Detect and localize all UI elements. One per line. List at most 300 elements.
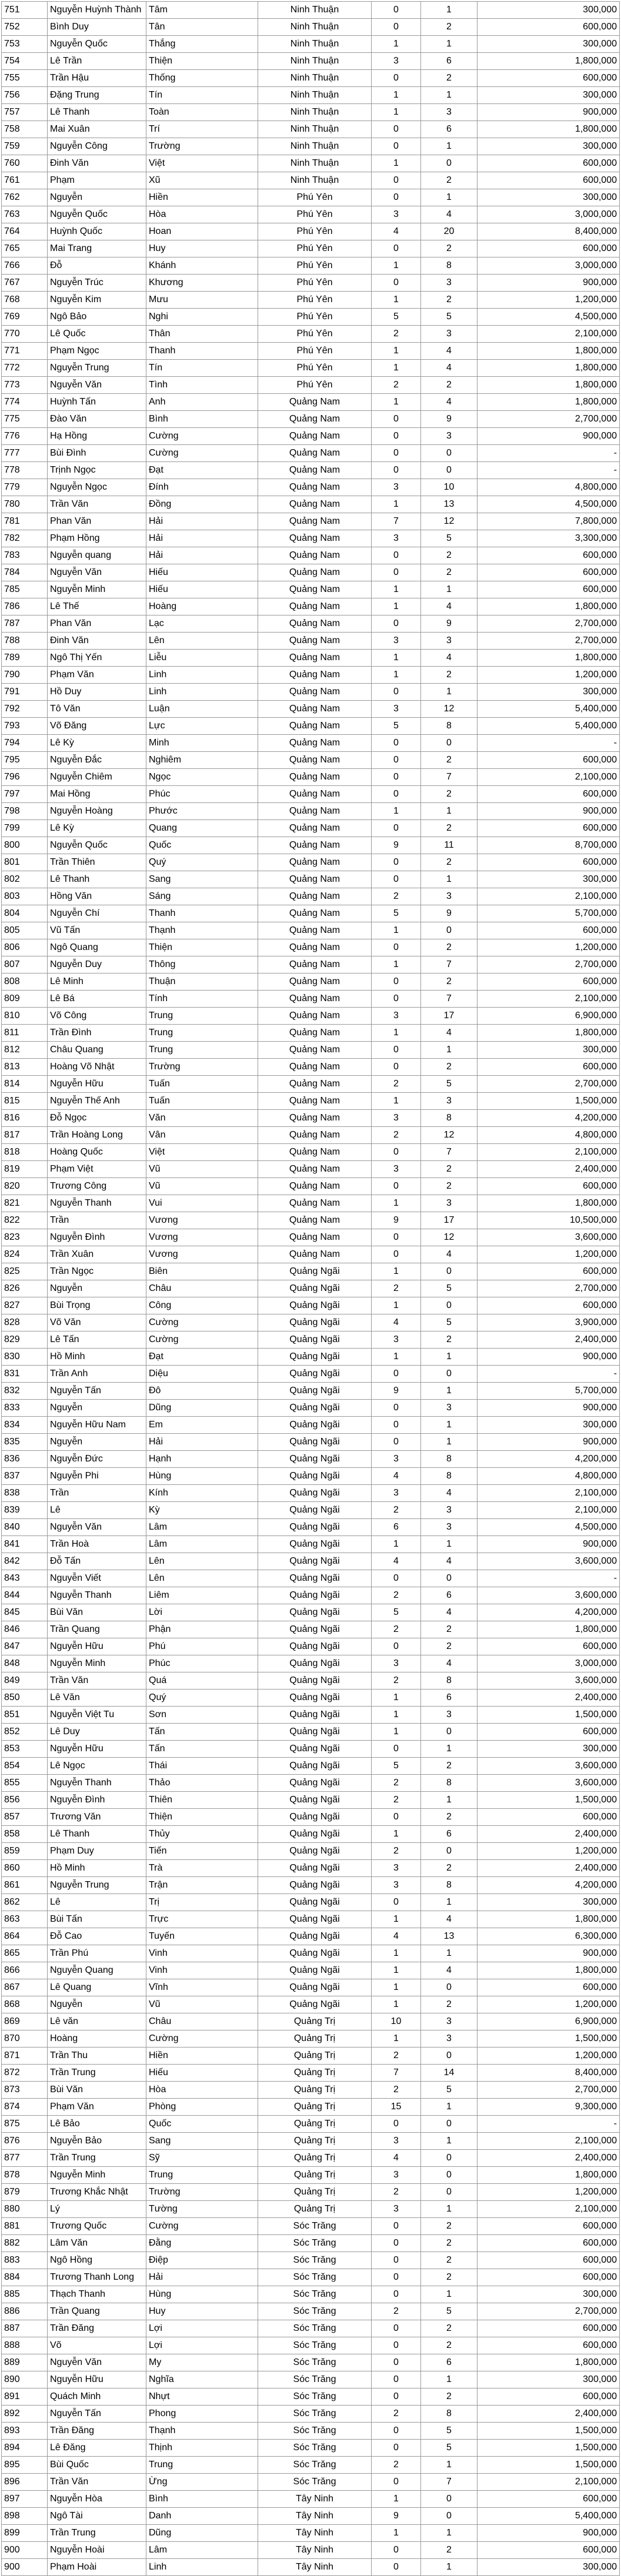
count-a-cell: 0 xyxy=(372,2,421,19)
amount-cell: 3,000,000 xyxy=(478,257,620,275)
row-number-cell: 864 xyxy=(2,1928,48,1945)
count-a-cell: 0 xyxy=(372,462,421,479)
amount-cell: 600,000 xyxy=(478,1979,620,1996)
amount-cell: 2,400,000 xyxy=(478,1860,620,1877)
amount-cell: 3,600,000 xyxy=(478,1775,620,1792)
amount-cell: - xyxy=(478,445,620,462)
count-a-cell: 0 xyxy=(372,1144,421,1161)
count-a-cell: 4 xyxy=(372,1468,421,1485)
given-name-cell: Hải xyxy=(146,530,258,547)
last-middle-name-cell: Đặng Trung xyxy=(48,87,146,104)
row-number-cell: 794 xyxy=(2,735,48,752)
count-a-cell: 0 xyxy=(372,820,421,837)
given-name-cell: Trung xyxy=(146,2167,258,2184)
count-a-cell: 1 xyxy=(372,104,421,121)
last-middle-name-cell: Nguyễn Trung xyxy=(48,360,146,377)
table-row xyxy=(2,2184,620,2201)
table-row xyxy=(2,257,620,275)
count-b-cell: 5 xyxy=(421,1314,478,1332)
count-b-cell: 1 xyxy=(421,189,478,206)
given-name-cell: Ừng xyxy=(146,2474,258,2491)
count-b-cell: 3 xyxy=(421,2013,478,2030)
last-middle-name-cell: Võ Văn xyxy=(48,1314,146,1332)
count-a-cell: 0 xyxy=(372,2218,421,2235)
row-number-cell: 838 xyxy=(2,1485,48,1502)
table-row xyxy=(2,2491,620,2508)
last-middle-name-cell: Nguyễn xyxy=(48,189,146,206)
count-a-cell: 1 xyxy=(372,496,421,513)
table-row xyxy=(2,973,620,991)
amount-cell: 1,800,000 xyxy=(478,1911,620,1928)
province-cell: Phú Yên xyxy=(258,240,372,257)
table-row xyxy=(2,1621,620,1638)
count-b-cell: 13 xyxy=(421,496,478,513)
last-middle-name-cell: Lê Bảo xyxy=(48,2116,146,2133)
row-number-cell: 775 xyxy=(2,411,48,428)
row-number-cell: 837 xyxy=(2,1468,48,1485)
table-row xyxy=(2,701,620,718)
last-middle-name-cell: Lê Quang xyxy=(48,1979,146,1996)
province-cell: Tây Ninh xyxy=(258,2542,372,2559)
given-name-cell: Tính xyxy=(146,991,258,1008)
province-cell: Sóc Trăng xyxy=(258,2388,372,2406)
row-number-cell: 820 xyxy=(2,1178,48,1195)
amount-cell: 600,000 xyxy=(478,854,620,871)
province-cell: Quảng Trị xyxy=(258,2099,372,2116)
table-row xyxy=(2,155,620,172)
count-b-cell: 2 xyxy=(421,1860,478,1877)
province-cell: Quảng Nam xyxy=(258,615,372,633)
last-middle-name-cell: Nguyễn xyxy=(48,1434,146,1451)
given-name-cell: Nhựt xyxy=(146,2388,258,2406)
province-cell: Quảng Ngãi xyxy=(258,1332,372,1349)
table-row xyxy=(2,2116,620,2133)
last-middle-name-cell: Châu Quang xyxy=(48,1042,146,1059)
count-a-cell: 1 xyxy=(372,598,421,615)
count-a-cell: 0 xyxy=(372,2542,421,2559)
given-name-cell: Thịnh xyxy=(146,2440,258,2457)
given-name-cell: Thanh xyxy=(146,343,258,360)
count-b-cell: 2 xyxy=(421,2235,478,2252)
table-row xyxy=(2,2235,620,2252)
amount-cell: 900,000 xyxy=(478,275,620,292)
count-a-cell: 2 xyxy=(372,1843,421,1860)
count-a-cell: 1 xyxy=(372,2030,421,2048)
amount-cell: 2,100,000 xyxy=(478,991,620,1008)
given-name-cell: Lên xyxy=(146,1553,258,1570)
province-cell: Quảng Nam xyxy=(258,803,372,820)
province-cell: Quảng Trị xyxy=(258,2201,372,2218)
last-middle-name-cell: Thạch Thanh xyxy=(48,2286,146,2303)
table-row xyxy=(2,786,620,803)
amount-cell: 900,000 xyxy=(478,1434,620,1451)
province-cell: Quảng Ngãi xyxy=(258,1843,372,1860)
table-row xyxy=(2,633,620,650)
table-row xyxy=(2,172,620,189)
count-a-cell: 1 xyxy=(372,155,421,172)
last-middle-name-cell: Lê Minh xyxy=(48,973,146,991)
last-middle-name-cell: Đỗ Cao xyxy=(48,1928,146,1945)
province-cell: Quảng Ngãi xyxy=(258,1962,372,1979)
last-middle-name-cell: Nguyễn Ngọc xyxy=(48,479,146,496)
province-cell: Quảng Nam xyxy=(258,496,372,513)
row-number-cell: 834 xyxy=(2,1417,48,1434)
count-a-cell: 1 xyxy=(372,292,421,309)
table-row xyxy=(2,1093,620,1110)
count-a-cell: 2 xyxy=(372,326,421,343)
count-a-cell: 1 xyxy=(372,581,421,598)
province-cell: Quảng Ngãi xyxy=(258,1894,372,1911)
province-cell: Quảng Trị xyxy=(258,2013,372,2030)
row-number-cell: 842 xyxy=(2,1553,48,1570)
province-cell: Quảng Nam xyxy=(258,939,372,956)
given-name-cell: Hòa xyxy=(146,206,258,223)
count-a-cell: 0 xyxy=(372,275,421,292)
given-name-cell: Huy xyxy=(146,2303,258,2320)
given-name-cell: Trường xyxy=(146,1059,258,1076)
last-middle-name-cell: Trương Quốc xyxy=(48,2218,146,2235)
count-a-cell: 3 xyxy=(372,1877,421,1894)
count-b-cell: 12 xyxy=(421,513,478,530)
row-number-cell: 830 xyxy=(2,1349,48,1366)
amount-cell: 1,200,000 xyxy=(478,667,620,684)
amount-cell: 1,200,000 xyxy=(478,1996,620,2013)
count-a-cell: 9 xyxy=(372,1212,421,1229)
given-name-cell: Lợi xyxy=(146,2320,258,2337)
given-name-cell: Khương xyxy=(146,275,258,292)
last-middle-name-cell: Hạ Hồng xyxy=(48,428,146,445)
row-number-cell: 788 xyxy=(2,633,48,650)
row-number-cell: 774 xyxy=(2,394,48,411)
province-cell: Quảng Ngãi xyxy=(258,1536,372,1553)
province-cell: Quảng Ngãi xyxy=(258,1707,372,1724)
given-name-cell: Vương xyxy=(146,1246,258,1263)
amount-cell: 300,000 xyxy=(478,1741,620,1758)
province-cell: Quảng Nam xyxy=(258,1008,372,1025)
count-b-cell: 4 xyxy=(421,1911,478,1928)
amount-cell: 300,000 xyxy=(478,138,620,155)
row-number-cell: 772 xyxy=(2,360,48,377)
last-middle-name-cell: Lê văn xyxy=(48,2013,146,2030)
table-row xyxy=(2,2474,620,2491)
table-row xyxy=(2,87,620,104)
amount-cell: 600,000 xyxy=(478,2218,620,2235)
given-name-cell: Thông xyxy=(146,956,258,973)
count-b-cell: 9 xyxy=(421,615,478,633)
table-row xyxy=(2,1945,620,1962)
last-middle-name-cell: Huỳnh Tấn xyxy=(48,394,146,411)
count-b-cell: 1 xyxy=(421,1894,478,1911)
last-middle-name-cell: Nguyễn Hữu xyxy=(48,2371,146,2388)
amount-cell: 900,000 xyxy=(478,104,620,121)
last-middle-name-cell: Bùi Quốc xyxy=(48,2457,146,2474)
amount-cell: 2,400,000 xyxy=(478,2150,620,2167)
count-b-cell: 1 xyxy=(421,1434,478,1451)
last-middle-name-cell: Nguyễn Hữu xyxy=(48,1076,146,1093)
last-middle-name-cell: Trần Trung xyxy=(48,2525,146,2542)
last-middle-name-cell: Nguyễn Đức xyxy=(48,1451,146,1468)
table-row xyxy=(2,70,620,87)
count-b-cell: 6 xyxy=(421,1690,478,1707)
row-number-cell: 765 xyxy=(2,240,48,257)
given-name-cell: Hải xyxy=(146,513,258,530)
last-middle-name-cell: Lê Trần xyxy=(48,53,146,70)
province-cell: Sóc Trăng xyxy=(258,2406,372,2423)
count-b-cell: 2 xyxy=(421,1758,478,1775)
count-b-cell: 1 xyxy=(421,2201,478,2218)
table-row xyxy=(2,2337,620,2354)
amount-cell: 4,200,000 xyxy=(478,1877,620,1894)
given-name-cell: Biên xyxy=(146,1263,258,1280)
province-cell: Quảng Ngãi xyxy=(258,1741,372,1758)
amount-cell: 1,200,000 xyxy=(478,2184,620,2201)
count-b-cell: 12 xyxy=(421,1229,478,1246)
amount-cell: - xyxy=(478,1366,620,1383)
row-number-cell: 817 xyxy=(2,1127,48,1144)
province-cell: Quảng Ngãi xyxy=(258,1417,372,1434)
table-row xyxy=(2,1979,620,1996)
given-name-cell: Lên xyxy=(146,1570,258,1587)
count-b-cell: 1 xyxy=(421,1792,478,1809)
table-row xyxy=(2,1468,620,1485)
count-b-cell: 4 xyxy=(421,1485,478,1502)
count-a-cell: 1 xyxy=(372,1945,421,1962)
count-a-cell: 5 xyxy=(372,1604,421,1621)
last-middle-name-cell: Trịnh Ngọc xyxy=(48,462,146,479)
row-number-cell: 892 xyxy=(2,2406,48,2423)
table-row xyxy=(2,1894,620,1911)
last-middle-name-cell: Phạm Hồng xyxy=(48,530,146,547)
province-cell: Quảng Nam xyxy=(258,973,372,991)
province-cell: Quảng Nam xyxy=(258,735,372,752)
row-number-cell: 866 xyxy=(2,1962,48,1979)
last-middle-name-cell: Nguyễn Công xyxy=(48,138,146,155)
count-a-cell: 15 xyxy=(372,2099,421,2116)
count-a-cell: 2 xyxy=(372,2457,421,2474)
count-b-cell: 5 xyxy=(421,2423,478,2440)
row-number-cell: 755 xyxy=(2,70,48,87)
given-name-cell: Vũ xyxy=(146,1996,258,2013)
count-b-cell: 0 xyxy=(421,1843,478,1860)
province-cell: Quảng Ngãi xyxy=(258,1502,372,1519)
count-b-cell: 2 xyxy=(421,547,478,564)
province-cell: Sóc Trăng xyxy=(258,2371,372,2388)
table-row xyxy=(2,820,620,837)
amount-cell: 1,800,000 xyxy=(478,121,620,138)
given-name-cell: Cường xyxy=(146,445,258,462)
province-cell: Quảng Ngãi xyxy=(258,1468,372,1485)
table-row xyxy=(2,2525,620,2542)
last-middle-name-cell: Phạm Văn xyxy=(48,667,146,684)
count-b-cell: 3 xyxy=(421,1400,478,1417)
table-row xyxy=(2,2406,620,2423)
given-name-cell: Việt xyxy=(146,155,258,172)
amount-cell: 600,000 xyxy=(478,2235,620,2252)
table-row xyxy=(2,2150,620,2167)
count-a-cell: 0 xyxy=(372,2423,421,2440)
province-cell: Quảng Ngãi xyxy=(258,1638,372,1655)
given-name-cell: Tình xyxy=(146,377,258,394)
table-row xyxy=(2,922,620,939)
count-a-cell: 1 xyxy=(372,667,421,684)
given-name-cell: Tín xyxy=(146,360,258,377)
row-number-cell: 818 xyxy=(2,1144,48,1161)
table-row xyxy=(2,2065,620,2082)
province-cell: Quảng Ngãi xyxy=(258,1314,372,1332)
count-b-cell: 0 xyxy=(421,1263,478,1280)
province-cell: Quảng Ngãi xyxy=(258,1996,372,2013)
row-number-cell: 810 xyxy=(2,1008,48,1025)
amount-cell: 3,600,000 xyxy=(478,1229,620,1246)
amount-cell: 300,000 xyxy=(478,1417,620,1434)
table-row xyxy=(2,1911,620,1928)
count-b-cell: 2 xyxy=(421,1332,478,1349)
count-b-cell: 8 xyxy=(421,1877,478,1894)
amount-cell: 2,700,000 xyxy=(478,411,620,428)
row-number-cell: 814 xyxy=(2,1076,48,1093)
province-cell: Quảng Ngãi xyxy=(258,1400,372,1417)
amount-cell: 900,000 xyxy=(478,803,620,820)
count-b-cell: 2 xyxy=(421,1178,478,1195)
count-a-cell: 2 xyxy=(372,1280,421,1297)
last-middle-name-cell: Đào Văn xyxy=(48,411,146,428)
row-number-cell: 829 xyxy=(2,1332,48,1349)
table-row xyxy=(2,445,620,462)
amount-cell: 1,500,000 xyxy=(478,1792,620,1809)
count-b-cell: 1 xyxy=(421,1536,478,1553)
amount-cell: 2,100,000 xyxy=(478,326,620,343)
given-name-cell: Vinh xyxy=(146,1945,258,1962)
amount-cell: 3,900,000 xyxy=(478,1314,620,1332)
row-number-cell: 825 xyxy=(2,1263,48,1280)
amount-cell: 600,000 xyxy=(478,1297,620,1314)
row-number-cell: 887 xyxy=(2,2320,48,2337)
table-row xyxy=(2,564,620,581)
count-a-cell: 5 xyxy=(372,905,421,922)
amount-cell: 1,500,000 xyxy=(478,1093,620,1110)
count-b-cell: 7 xyxy=(421,2474,478,2491)
given-name-cell: Hùng xyxy=(146,2286,258,2303)
given-name-cell: Linh xyxy=(146,667,258,684)
count-a-cell: 2 xyxy=(372,1672,421,1690)
count-a-cell: 7 xyxy=(372,2065,421,2082)
last-middle-name-cell: Nguyễn Trung xyxy=(48,1877,146,1894)
row-number-cell: 798 xyxy=(2,803,48,820)
amount-cell: 600,000 xyxy=(478,1263,620,1280)
row-number-cell: 877 xyxy=(2,2150,48,2167)
given-name-cell: Vũ xyxy=(146,1161,258,1178)
last-middle-name-cell: Trương Thanh Long xyxy=(48,2269,146,2286)
count-a-cell: 0 xyxy=(372,769,421,786)
count-a-cell: 0 xyxy=(372,240,421,257)
row-number-cell: 839 xyxy=(2,1502,48,1519)
given-name-cell: Nghĩa xyxy=(146,2371,258,2388)
row-number-cell: 815 xyxy=(2,1093,48,1110)
row-number-cell: 871 xyxy=(2,2048,48,2065)
row-number-cell: 831 xyxy=(2,1366,48,1383)
given-name-cell: Kỳ xyxy=(146,1502,258,1519)
row-number-cell: 799 xyxy=(2,820,48,837)
province-cell: Quảng Nam xyxy=(258,598,372,615)
last-middle-name-cell: Nguyễn Thanh xyxy=(48,1587,146,1604)
amount-cell: 600,000 xyxy=(478,2337,620,2354)
count-a-cell: 0 xyxy=(372,189,421,206)
amount-cell: 2,700,000 xyxy=(478,1076,620,1093)
amount-cell: 10,500,000 xyxy=(478,1212,620,1229)
given-name-cell: Tâm xyxy=(146,2,258,19)
count-a-cell: 0 xyxy=(372,1434,421,1451)
given-name-cell: Vĩnh xyxy=(146,1979,258,1996)
last-middle-name-cell: Nguyễn Đình xyxy=(48,1792,146,1809)
row-number-cell: 891 xyxy=(2,2388,48,2406)
amount-cell: 1,800,000 xyxy=(478,650,620,667)
count-b-cell: 1 xyxy=(421,803,478,820)
count-b-cell: 7 xyxy=(421,991,478,1008)
count-b-cell: 4 xyxy=(421,1246,478,1263)
row-number-cell: 897 xyxy=(2,2491,48,2508)
amount-cell: 3,600,000 xyxy=(478,1553,620,1570)
count-b-cell: 3 xyxy=(421,104,478,121)
table-row xyxy=(2,240,620,257)
amount-cell: 600,000 xyxy=(478,2252,620,2269)
province-cell: Quảng Nam xyxy=(258,462,372,479)
table-row xyxy=(2,615,620,633)
row-number-cell: 781 xyxy=(2,513,48,530)
given-name-cell: Hoàng xyxy=(146,598,258,615)
count-a-cell: 4 xyxy=(372,2150,421,2167)
count-a-cell: 1 xyxy=(372,257,421,275)
row-number-cell: 889 xyxy=(2,2354,48,2371)
province-cell: Quảng Nam xyxy=(258,888,372,905)
count-a-cell: 5 xyxy=(372,1758,421,1775)
last-middle-name-cell: Nguyễn Minh xyxy=(48,2167,146,2184)
province-cell: Sóc Trăng xyxy=(258,2286,372,2303)
count-a-cell: 0 xyxy=(372,2269,421,2286)
given-name-cell: Hiếu xyxy=(146,581,258,598)
table-row xyxy=(2,2030,620,2048)
count-a-cell: 1 xyxy=(372,1093,421,1110)
given-name-cell: Xũ xyxy=(146,172,258,189)
count-b-cell: 5 xyxy=(421,2303,478,2320)
last-middle-name-cell: Trương Văn xyxy=(48,1809,146,1826)
last-middle-name-cell: Nguyễn Viết xyxy=(48,1570,146,1587)
table-row xyxy=(2,1536,620,1553)
row-number-cell: 784 xyxy=(2,564,48,581)
table-body xyxy=(2,2,620,2576)
count-b-cell: 6 xyxy=(421,121,478,138)
last-middle-name-cell: Nguyễn Chiêm xyxy=(48,769,146,786)
table-row xyxy=(2,2048,620,2065)
given-name-cell: Bình xyxy=(146,411,258,428)
count-b-cell: 0 xyxy=(421,1979,478,1996)
province-cell: Quảng Ngãi xyxy=(258,1587,372,1604)
province-cell: Sóc Trăng xyxy=(258,2269,372,2286)
count-b-cell: 1 xyxy=(421,36,478,53)
row-number-cell: 900 xyxy=(2,2542,48,2559)
amount-cell: 600,000 xyxy=(478,2388,620,2406)
count-b-cell: 2 xyxy=(421,752,478,769)
province-cell: Quảng Nam xyxy=(258,479,372,496)
given-name-cell: Đạt xyxy=(146,462,258,479)
province-cell: Phú Yên xyxy=(258,377,372,394)
count-b-cell: 1 xyxy=(421,2559,478,2576)
province-cell: Quảng Ngãi xyxy=(258,1758,372,1775)
given-name-cell: Thuận xyxy=(146,973,258,991)
last-middle-name-cell: Lê Thanh xyxy=(48,1826,146,1843)
count-b-cell: 2 xyxy=(421,2269,478,2286)
count-a-cell: 4 xyxy=(372,1928,421,1945)
table-row xyxy=(2,2133,620,2150)
